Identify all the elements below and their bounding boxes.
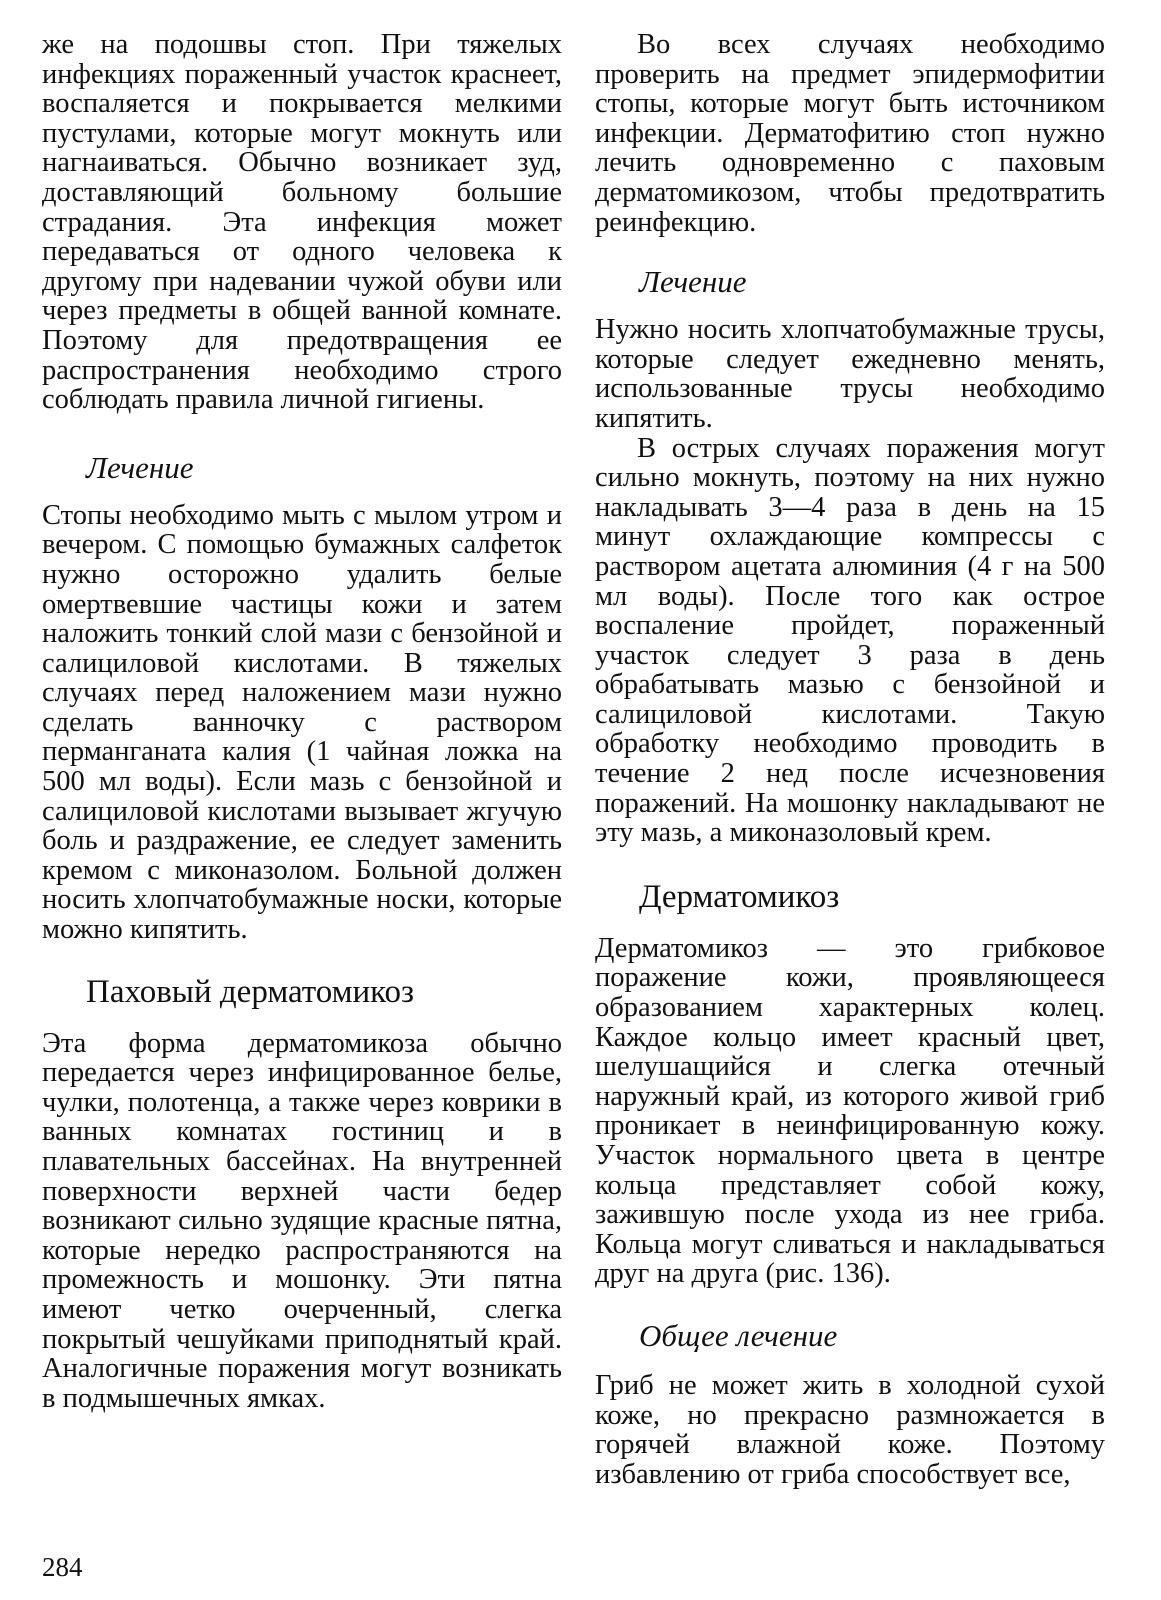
subheading-treatment: Лечение bbox=[86, 449, 194, 485]
paragraph-dermatomycosis-description: Дерматомикоз — это грибковое поражение кожи, проявляющееся образованием характерных колец. Каждое кольцо имеет красный цвет, шелушащийся и слегка отечный наружный край, из которого живой гриб проникает в неинфицированную кожу. Участок нормального цвета в центре кольца представляет собой кожу, зажившую после ухода из нее гриба. Кольца могут сливаться и накладываться друг на друга (рис. 136). bbox=[595, 932, 1105, 1290]
paragraph-continued: же на подошвы стоп. При тяжелых инфекциях пораженный участок краснеет, воспаляется и покрывается мелкими пустулами, которые могут мокнуть или нагнаиваться. Обычно возникает зуд, доставляющий больному большие страдания. Эта инфекция может передаваться от одного человека к другому при надевании чужой обуви или через предметы в общей ванной комнате. Поэтому для предотвращения ее распространения необходимо строго соблюдать правила личной гигиены. bbox=[42, 29, 562, 416]
paragraph-acute-cases: В острых случаях поражения могут сильно мокнуть, поэтому на них нужно накладывать 3—4 раза в день на 15 минут охлаждающие компрессы с раствором ацетата алюминия (4 г на 500 мл воды). После того как острое воспаление пройдет, пораженный участок следует 3 раза в день обрабатывать мазью с бензойной и салициловой кислотами. Такую обработку необходимо проводить в течение 2 нед после исчезновения поражений. На мошонку накладывают не эту мазь, а миконазоловый крем. bbox=[595, 432, 1105, 849]
paragraph-inguinal-description: Эта форма дерматомикоза обычно передается через инфицированное белье, чулки, полотенца, а также через коврики в ванных комнатах гостиниц и в плавательных бассейнах. На внутренней поверхности верхней части бедер возникают сильно зудящие красные пятна, которые нередко распространяются на промежность и мошонку. Эти пятна имеют четко очерченный, слегка покрытый чешуйками приподнятый край. Аналогичные поражения могут возникать в подмышечных ямках. bbox=[42, 1027, 562, 1414]
section-heading-inguinal-dermatomycosis: Паховый дерматомикоз bbox=[86, 973, 415, 1010]
subheading-general-treatment: Общее лечение bbox=[639, 1317, 838, 1353]
paragraph-underwear: Нужно носить хлопчатобумажные трусы, которые следует ежедневно менять, использованные трусы необходимо кипятить. bbox=[595, 314, 1105, 434]
page-number: 284 bbox=[42, 1552, 83, 1582]
paragraph-fungus-conditions: Гриб не может жить в холодной сухой коже, но прекрасно размножается в горячей влажной коже. Поэтому избавлению от гриба способствует все, bbox=[595, 1369, 1105, 1490]
right-column bbox=[595, 30, 1105, 1489]
subheading-treatment-2: Лечение bbox=[639, 264, 747, 300]
paragraph-check-feet: Во всех случаях необходимо проверить на предмет эпидермофитии стопы, которые могут быть источником инфекции. Дерматофитию стоп нужно лечить одновременно с паховым дерматомикозом, чтобы предотвратить реинфекцию. bbox=[595, 29, 1105, 238]
left-column bbox=[42, 30, 562, 1413]
section-heading-dermatomycosis: Дерматомикоз bbox=[639, 878, 840, 915]
paragraph-foot-treatment: Стопы необходимо мыть с мылом утром и вечером. С помощью бумажных салфеток нужно осторожно удалить белые омертвевшие частицы кожи и затем наложить тонкий слой мази с бензойной и салициловой кислотами. В тяжелых случаях перед наложением мази нужно сделать ванночку с раствором перманганата калия (1 чайная ложка на 500 мл воды). Если мазь с бензойной и салициловой кислотами вызывает жгучую боль и раздражение, ее следует заменить кремом с миконазолом. Больной должен носить хлопчатобумажные носки, которые можно кипятить. bbox=[42, 499, 562, 946]
